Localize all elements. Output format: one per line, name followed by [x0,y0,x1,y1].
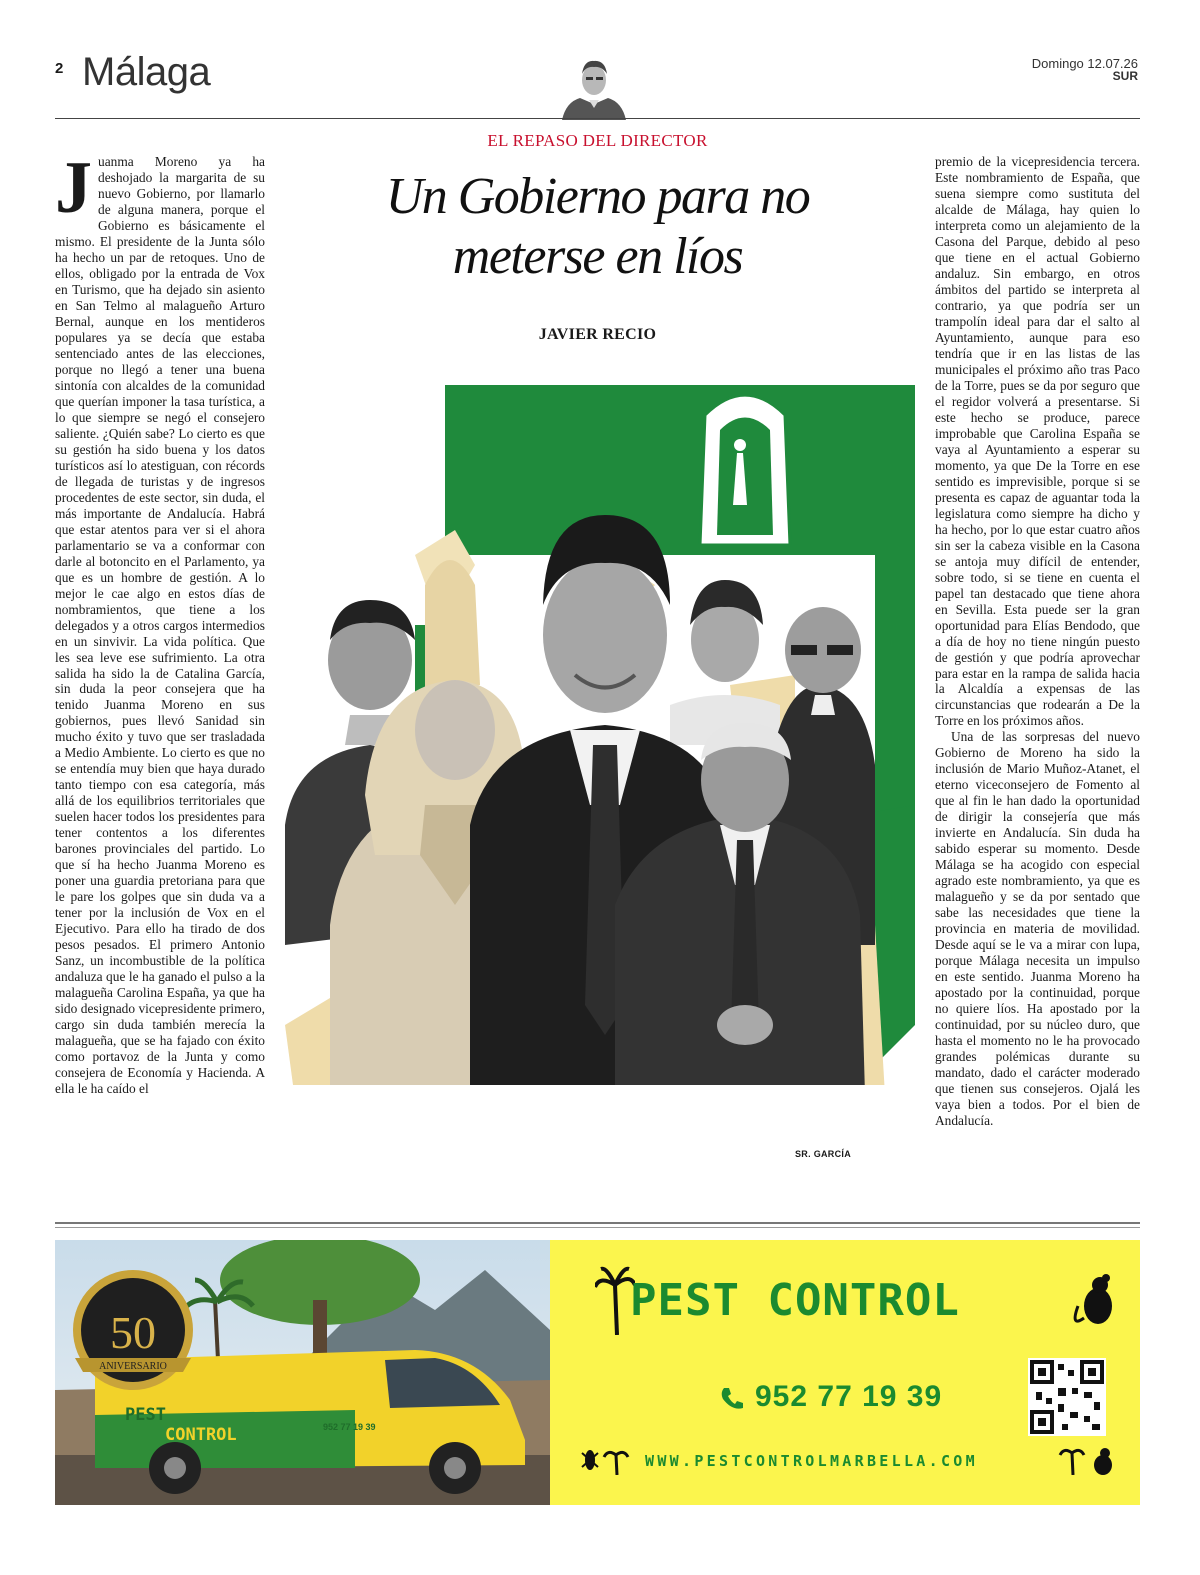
palm-rat-icons [1058,1445,1118,1475]
advert-brand: PEST CONTROL [630,1275,960,1326]
header-rule [55,118,1140,119]
right-column-paragraph-2: Una de las sorpresas del nuevo Gobierno de Moreno ha sido la inclusión de Mario Muñoz-Atanet, el eterno viceconsejero de Fomento al que al fin le han dado la oportunidad de dirigir la consejería que más invierte en Andalucía. Sin duda ha sabido esperar su momento. Desde Málaga se ha acogido con especial agrado este nombramiento, ya que es malagueño y se da por sentado que sabe las necesidades que tiene la provincia en materia de movilidad. Desde aquí se le va a mirar con lupa, porque Málaga necesita un impulso en este sentido. Juanma Moreno ha apostado por la continuidad, porque no quiere líos. Ha apostado por la continuidad, por su núcleo duro, que hasta el momento no le ha provocado grandes polémicas durante su mandato, dado el carácter moderado que tienen sus consejeros. Ojalá les vaya bien a todos. Por el bien de Andalucía. [935,729,1140,1129]
van-brand-line-2: CONTROL [165,1425,237,1445]
issue-date-block [1032,57,1138,83]
article-headline [300,167,895,287]
advert-phone: 952 77 19 39 [755,1380,943,1413]
article-column-left [55,147,265,1097]
advert-rule [55,1222,1140,1224]
advert-rule-secondary [55,1227,1140,1228]
left-column-text: uanma Moreno ya ha deshojado la margarita de su nuevo Gobierno, por llamarlo de alguna manera, porque el Gobierno es básicamente el mismo. El presidente de la Junta sólo ha hecho un par de retoques. Uno de ellos, obligado por la entrada de Vox en Turismo, que ha dejado sin asiento en San Telmo al malagueño Arturo Bernal, aunque en los mentideros populares ya se decía que estaba sentenciado antes de las elecciones, porque no llegó a tener una buena sintonía con alcaldes de la comunidad que querían imponer la tasa turística, a lo que siempre se negó el consejero saliente. ¿Quién sabe? Lo cierto es que su gestión ha sido buena y los datos turísticos así lo atestiguan, con récords de llegada de turistas y de ingresos procedentes de este sector, sin duda, el más importante de Andalucía. Habrá que estar atentos para ver si el ahora parlamentario se va a conformar con darle al botoncito en el Parlamento, ya que es un hombre de gestión. A lo mejor le cae algo en estos días de nombramientos, que tiene a los delegados y a otros cargos intermedios en un sinvivir. La vida política. Que les sea leve ese sufrimiento. La otra salida ha sido la de Catalina García, sin duda la peor consejera que ha tenido Juanma Moreno en sus gobiernos, pues llevó Sanidad sin mucho éxito y tuvo que ser trasladada a Medio Ambiente. Lo cierto es que no se entendía muy bien que haya durado tanto tiempo con esa categoría, más allá de los equilibrios territoriales que suelen hacer todos los presidentes para tener contentos a los diferentes barones provinciales del partido. Lo que sí ha hecho Juanma Moreno es poner una guardia pretoriana para que le pare los golpes que sin duda va a tener por la inclusión de Vox en el Ejecutivo. Para ello ha tirado de dos pesos pesados. El primero Antonio Sanz, un incombustible de la política andaluza que le ha ganado el pulso a la malagueña Carolina España, ya que ha sido designado vicepresidente primero, cargo sin duda también merecía la malagueña, que se ha fajado con éxito como portavoz de la Junta y como consejera de Economía y Hacienda. A ella le ha caído el [55,154,265,1097]
column-kicker: EL REPASO DEL DIRECTOR [487,131,708,150]
anniversary-label: ANIVERSARIO [99,1361,167,1372]
headline-line-2: meterse en líos [452,228,743,285]
anniversary-number: 50 [110,1307,156,1358]
advert-van-image [55,1240,550,1505]
advert-panel [550,1240,1140,1505]
van-phone: 952 77 19 39 [323,1422,376,1432]
page-number: 2 [55,60,64,77]
drop-cap: J [55,147,92,229]
palm-tree-icon [595,1265,635,1335]
insect-palm-icons [580,1445,630,1475]
advert-website: WWW.PESTCONTROLMARBELLA.COM [645,1452,978,1470]
rat-icon [1070,1270,1120,1330]
photo-credit: SR. GARCÍA [795,1149,852,1159]
section-title: Málaga [82,50,211,94]
headline-line-1: Un Gobierno para no [385,168,810,225]
phone-icon [718,1385,746,1413]
politicians-collage-illustration [275,385,925,1170]
qr-code-icon [1028,1358,1106,1436]
publication-name: SUR [1112,69,1138,83]
right-column-paragraph-1: premio de la vicepresidencia tercera. Este nombramiento de España, que suena siempre como sustituta del alcalde de Málaga, hay quien lo interpreta como un alejamiento de la Casona del Parque, debido al peso que tiene en el actual Gobierno andaluz. Sin embargo, en otros ámbitos del partido se interpreta al contrario, ya que podría ser un trampolín ideal para dar el salto al Ayuntamiento, aunque para eso tendría que ir en las listas de las municipales el próximo año tras Paco de la Torre, pues se da por seguro que el regidor volverá a presentarse. Si este hecho se produce, parece improbable que Carolina España se vaya al Ayuntamiento a esperar su momento, ya que De la Torre en ese sentido es imprevisible, porque si se presenta es capaz de aguantar toda la legislatura como siempre ha dicho y ha hecho, por lo que estar cuatro años sin ser la cabeza visible en la Casona se antoja muy difícil de entender, sobre todo, si se tiene en cuenta el papel tan destacado que tiene ahora en Sevilla. Esta puede ser la gran oportunidad para Elías Bendodo, que a día de hoy no tiene ningún puesto de gestión y que podría aprovechar para estar en la rampa de salida hacia la Alcaldía a expensas de las circunstancias que rodearán a De la Torre en los próximos años. [935,154,1140,729]
van-brand-line-1: PEST [125,1405,166,1425]
qr-code [1028,1358,1106,1436]
article-column-right [935,154,1140,1129]
author-portrait [556,44,632,120]
issue-date: Domingo 12.07.26 [1031,56,1138,71]
byline: JAVIER RECIO [538,326,657,343]
